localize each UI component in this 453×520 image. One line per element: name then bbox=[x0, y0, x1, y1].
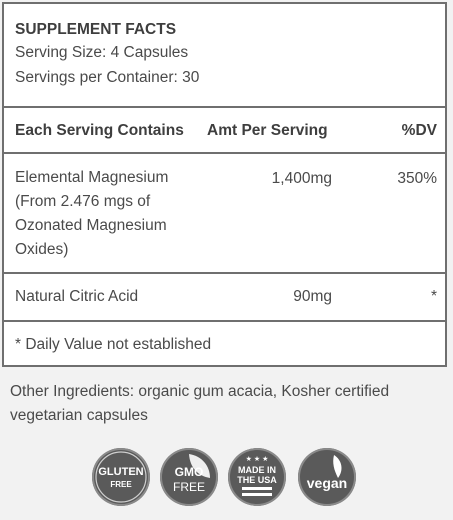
badge-text: GLUTEN bbox=[98, 466, 144, 478]
ingredient-line: Ozonated Magnesium bbox=[15, 217, 167, 234]
gluten-free-icon bbox=[92, 448, 150, 506]
servings-per-container: Servings per Container: 30 bbox=[15, 69, 200, 86]
badge-text: vegan bbox=[306, 475, 348, 491]
svg-text:★ ★ ★: ★ ★ ★ bbox=[245, 456, 269, 463]
other-ingredients bbox=[10, 380, 440, 428]
supplement-facts-panel bbox=[2, 2, 447, 367]
vegan-icon bbox=[298, 448, 356, 506]
serving-size: Serving Size: 4 Capsules bbox=[15, 44, 189, 61]
badge-text: FREE bbox=[172, 480, 206, 494]
table-row-ingredient bbox=[15, 166, 195, 262]
badge-text: THE USA bbox=[237, 475, 277, 485]
divider bbox=[4, 320, 445, 322]
divider bbox=[4, 272, 445, 274]
gmo-free-icon bbox=[160, 448, 218, 506]
other-ingredients-line: vegetarian capsules bbox=[10, 407, 148, 424]
badge-text: MADE IN bbox=[238, 465, 276, 475]
column-header-ingredient: Each Serving Contains bbox=[15, 122, 184, 139]
ingredient-line: Oxides) bbox=[15, 241, 69, 258]
ingredient-line: Elemental Magnesium bbox=[15, 169, 169, 186]
other-ingredients-line: Other Ingredients: organic gum acacia, Kosher certified bbox=[10, 383, 390, 400]
badge-text: FREE bbox=[110, 480, 132, 489]
divider bbox=[4, 106, 445, 108]
supplement-facts-header bbox=[15, 20, 199, 90]
made-in-usa-icon bbox=[228, 448, 286, 506]
column-header-dv: %DV bbox=[401, 122, 437, 139]
badge-text: GMO bbox=[174, 465, 204, 479]
table-row-dv: 350% bbox=[397, 170, 437, 187]
divider bbox=[4, 152, 445, 154]
column-header-amount: Amt Per Serving bbox=[207, 122, 328, 139]
table-row-amount: 1,400mg bbox=[271, 170, 332, 187]
table-row-dv: * bbox=[430, 288, 437, 305]
table-row-ingredient: Natural Citric Acid bbox=[15, 288, 139, 305]
certification-badges bbox=[0, 448, 453, 510]
ingredient-line: (From 2.476 mgs of bbox=[15, 193, 151, 210]
daily-value-footnote: * Daily Value not established bbox=[15, 336, 212, 353]
supplement-facts-title: SUPPLEMENT FACTS bbox=[15, 21, 177, 38]
table-row-amount: 90mg bbox=[293, 288, 332, 305]
